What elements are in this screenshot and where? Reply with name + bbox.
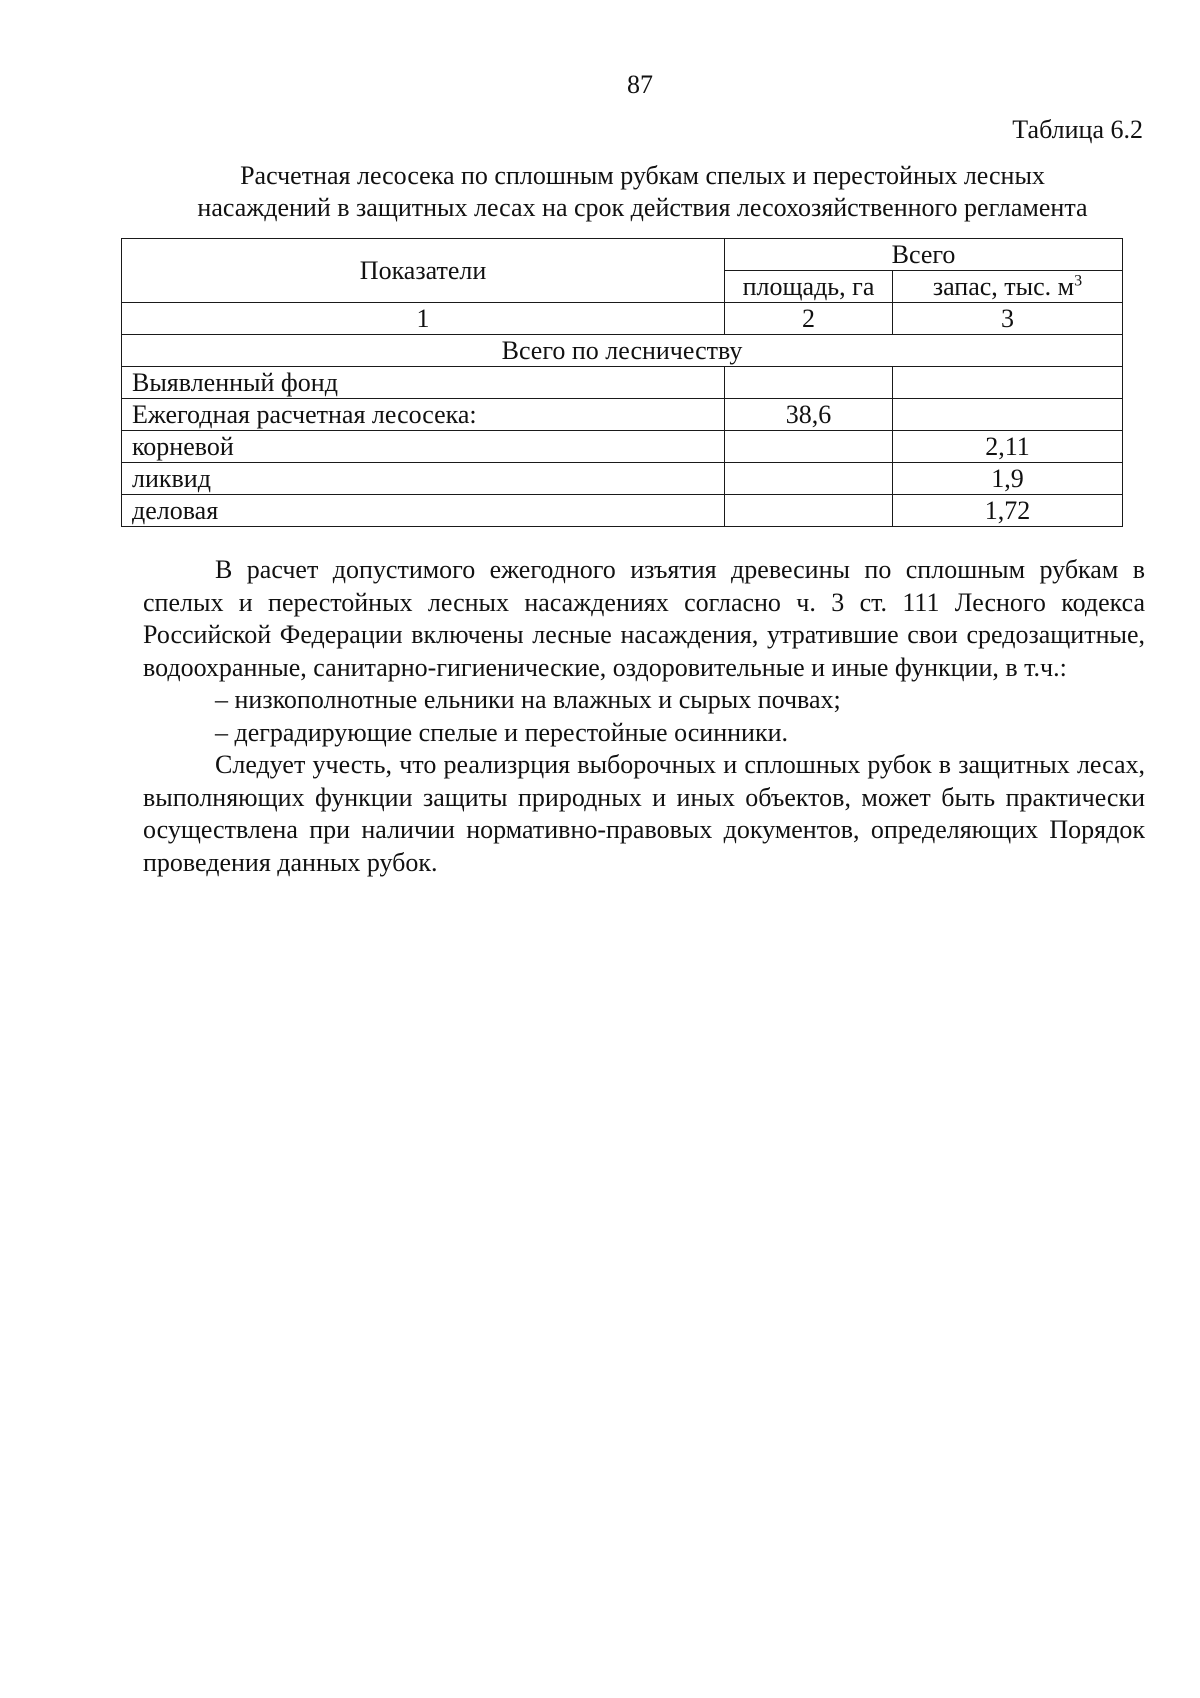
row-area — [725, 367, 893, 399]
row-stock — [892, 367, 1122, 399]
column-number: 3 — [892, 303, 1122, 335]
row-label: Выявленный фонд — [122, 367, 725, 399]
row-label: Ежегодная расчетная лесосека: — [122, 399, 725, 431]
bullet-item: – деградирующие спелые и перестойные осинники. — [215, 717, 788, 747]
row-label: ликвид — [122, 463, 725, 495]
column-number: 2 — [725, 303, 893, 335]
page-number: 87 — [627, 70, 653, 99]
header-stock-text: запас, тыс. м — [932, 271, 1075, 301]
header-total: Всего — [725, 239, 1123, 271]
header-area: площадь, га — [725, 271, 893, 303]
row-stock: 1,72 — [892, 495, 1122, 527]
row-label: деловая — [122, 495, 725, 527]
body-paragraph: Следует учесть, что реализрция выборочных и сплошных рубок в защитных лесах, выполняющих функции защиты природных и иных объектов, может быть практически осуществлена при наличии нормативно-правовых документов, определяющих Порядок проведения данных рубок. — [143, 750, 1145, 877]
table-row — [122, 495, 1123, 527]
table-title-line: Расчетная лесосека по сплошным рубкам спелых и перестойных лесных — [240, 161, 1045, 190]
body-text — [143, 554, 1145, 879]
table-row — [122, 367, 1123, 399]
bullet-item: – низкополнотные ельники на влажных и сырых почвах; — [215, 685, 841, 714]
row-stock — [892, 399, 1122, 431]
table-title — [120, 160, 1165, 224]
section-title: Всего по лесничеству — [122, 335, 1123, 367]
row-stock: 2,11 — [892, 431, 1122, 463]
table-row — [122, 399, 1123, 431]
table-column-numbers-row — [122, 303, 1123, 335]
forest-harvest-table — [121, 238, 1123, 527]
table-row — [122, 431, 1123, 463]
table-section-row — [122, 335, 1123, 367]
header-stock-superscript: 3 — [1074, 271, 1083, 289]
table-label: Таблица 6.2 — [1012, 115, 1143, 144]
header-stock — [892, 271, 1122, 303]
row-area — [725, 463, 893, 495]
header-indicators: Показатели — [122, 239, 725, 303]
row-area: 38,6 — [725, 399, 893, 431]
row-area — [725, 495, 893, 527]
table-title-line: насаждений в защитных лесах на срок действия лесохозяйственного регламента — [197, 193, 1088, 222]
row-stock: 1,9 — [892, 463, 1122, 495]
table-header-row — [122, 239, 1123, 271]
row-area — [725, 431, 893, 463]
column-number: 1 — [122, 303, 725, 335]
body-paragraph: В расчет допустимого ежегодного изъятия древесины по сплошным рубкам в спелых и перестойных лесных насаждениях согласно ч. 3 ст. 111 Лесного кодекса Российской Федерации включены лесные насаждения, утратившие свои средозащитные, водоохранные, санитарно-гигиенические, оздоровительные и иные функции, в т.ч.: — [143, 555, 1145, 682]
table-row — [122, 463, 1123, 495]
row-label: корневой — [122, 431, 725, 463]
